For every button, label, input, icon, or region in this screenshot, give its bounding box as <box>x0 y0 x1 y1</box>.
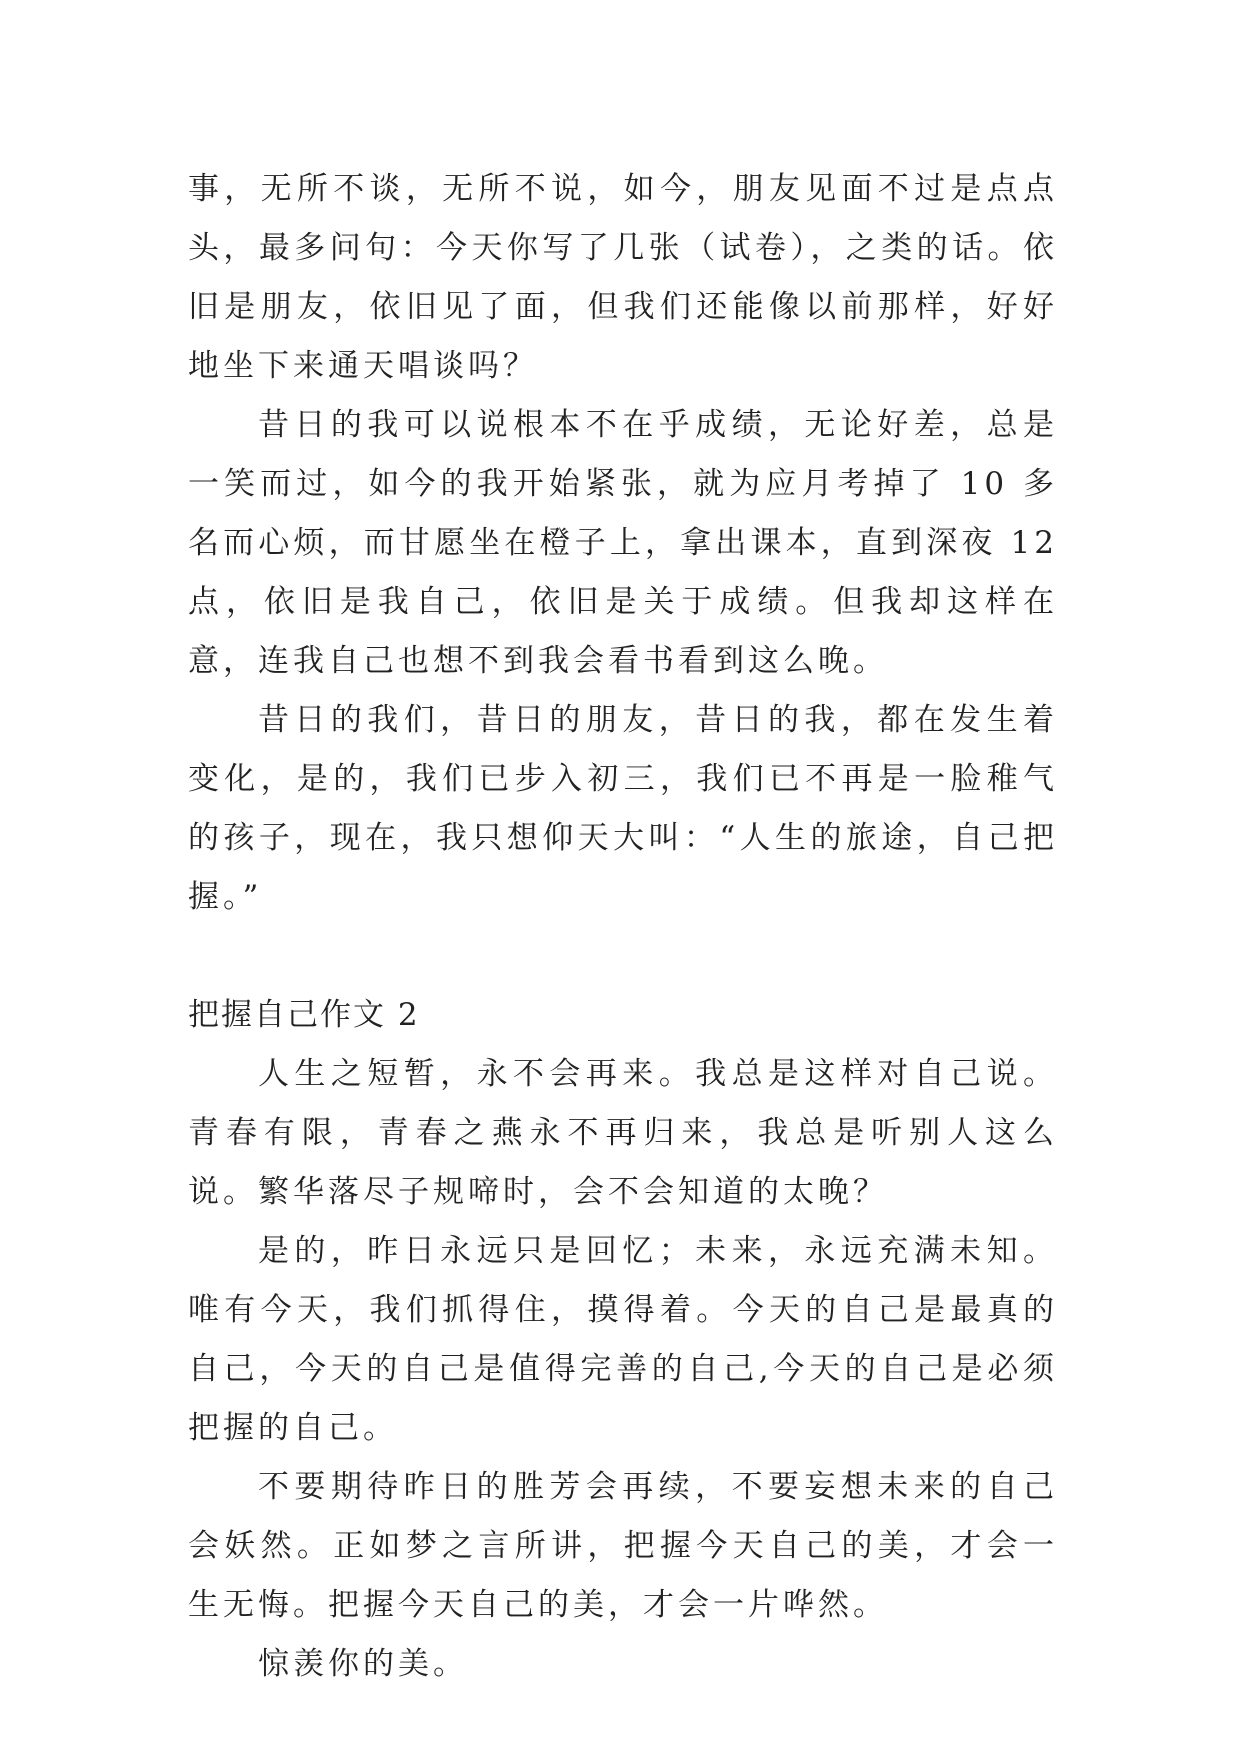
essay1-paragraph-3: 昔日的我们，昔日的朋友，昔日的我，都在发生着变化，是的，我们已步入初三，我们已不再是一脸稚气的孩子，现在，我只想仰天大叫：“人生的旅途，自己把握。” <box>188 702 1058 915</box>
document-body <box>188 160 1058 1694</box>
essay2-paragraph-3: 不要期待昨日的胜芳会再续，不要妄想未来的自己会妖然。正如梦之言所讲，把握今天自己的美，才会一生无悔。把握今天自己的美，才会一片哗然。 <box>188 1469 1058 1623</box>
essay1-paragraph-2: 昔日的我可以说根本不在乎成绩，无论好差，总是一笑而过，如今的我开始紧张，就为应月考掉了 10 多名而心烦，而甘愿坐在橙子上，拿出课本，直到深夜 12 点，依旧是我自己，依旧是关于成绩。但我却这样在意，连我自己也想不到我会看书看到这么晚。 <box>188 407 1058 679</box>
essay2-paragraph-1: 人生之短暂，永不会再来。我总是这样对自己说。青春有限，青春之燕永不再归来，我总是听别人这么说。繁华落尽子规啼时，会不会知道的太晚？ <box>188 1056 1058 1210</box>
essay2-paragraph-2: 是的，昨日永远只是回忆；未来，永远充满未知。唯有今天，我们抓得住，摸得着。今天的自己是最真的自己，今天的自己是值得完善的自己,今天的自己是必须把握的自己。 <box>188 1233 1058 1446</box>
essay1-paragraph-1: 事，无所不谈，无所不说，如今，朋友见面不过是点点头，最多问句：今天你写了几张（试卷），之类的话。依旧是朋友，依旧见了面，但我们还能像以前那样，好好地坐下来通天唱谈吗？ <box>188 171 1058 384</box>
essay2-title: 把握自己作文 2 <box>188 997 420 1033</box>
section-spacer <box>188 927 1058 986</box>
essay2-paragraph-4: 惊羡你的美。 <box>258 1646 468 1682</box>
